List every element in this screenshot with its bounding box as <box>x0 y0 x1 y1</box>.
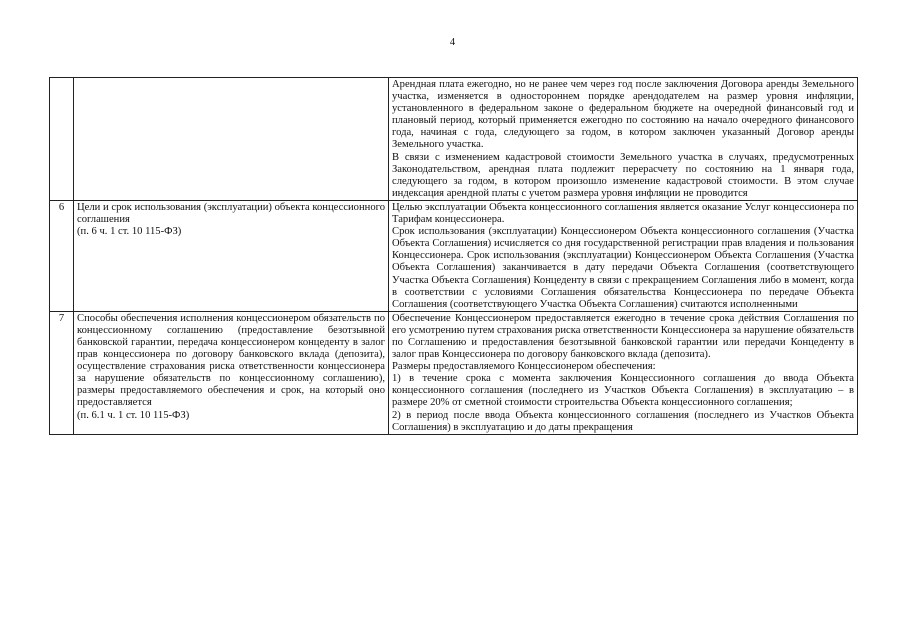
page-number: 4 <box>449 37 456 48</box>
table-row <box>50 200 858 311</box>
value-paragraph: Срок использования (эксплуатации) Концессионером Объекта концессионного соглашения (Участка Объекта Соглашения) исчисляется со дня государственной регистрации прав владения и пользования Концессионера. Срок использования (эксплуатации) Концессионером Объекта Соглашения (Участка Объекта Соглашения) заканчивается в дату передачи Объекта Соглашения (соответствующего Участка Объекта Соглашения) Концеденту в связи с прекращением Соглашения либо в момент, когда в соответствии с условиями Соглашения обязательства Концессионера по передаче Объекта Соглашения (соответствующего Участка Объекта Соглашения) считаются исполненными <box>392 226 854 310</box>
requirement-cell <box>74 78 389 201</box>
row-number: 7 <box>50 311 74 434</box>
value-paragraph: 1) в течение срока с момента заключения Концессионного соглашения до ввода Объекта концессионного соглашения (последнего из Участков Объекта Соглашения) в эксплуатацию – в размере 20% от сметной стоимости строительства Объекта концессионного соглашения; <box>392 373 854 409</box>
value-cell <box>389 311 858 434</box>
value-paragraph: В связи с изменением кадастровой стоимости Земельного участка в случаях, предусмотренных Законодательством, арендная плата подлежит перерасчету по состоянию на 1 января года, следующего за годом, в котором произошло изменение кадастровой стоимости. В этом случае индексация арендной платы с учетом размера уровня инфляции не проводится <box>392 151 854 199</box>
value-paragraph: Обеспечение Концессионером предоставляется ежегодно в течение срока действия Соглашения по его усмотрению путем страхования риска ответственности Концессионера за нарушение обязательств по Соглашению и предоставления безотзывной банковской гарантии или передачи Концеденту в залог прав Концессионера по договору банковского вклада (депозита). <box>392 312 854 361</box>
value-paragraph: Размеры предоставляемого Концессионером обеспечения: <box>392 361 656 373</box>
requirement-text: Цели и срок использования (эксплуатации) объекта концессионного соглашения <box>77 201 385 226</box>
value-paragraph: Целью эксплуатации Объекта концессионного соглашения является оказание Услуг концессионера по Тарифам концессионера. <box>392 201 854 226</box>
concession-terms-table <box>49 77 858 435</box>
value-cell <box>389 200 858 311</box>
requirement-text: Способы обеспечения исполнения концессионером обязательств по концессионному соглашению (предоставление безотзывной банковской гарантии, передача концессионером концеденту в залог прав концессионера по договору банковского вклада (депозита), осуществление страхования риска ответственности концессионера за нарушение обязательств по концессионному соглашению), размеры предоставляемого обеспечения и срок, на который оно предоставляется <box>77 312 385 409</box>
value-paragraph: 2) в период после ввода Объекта концессионного соглашения (последнего из Участков Объекта Соглашения) в эксплуатацию и до даты прекращения <box>392 409 854 433</box>
requirement-cell <box>74 311 389 434</box>
table-row <box>50 311 858 434</box>
value-paragraph: Арендная плата ежегодно, но не ранее чем через год после заключения Договора аренды Земельного участка, изменяется в одностороннем порядке арендодателем на размер уровня инфляции, установленного в федеральном законе о федеральном бюджете на очередной финансовый год и плановый период, который применяется ежегодно по состоянию на начало очередного финансового года, начиная с года, следующего за годом, в котором заключен указанный Договор аренды Земельного участка. <box>392 79 854 151</box>
row-number: 6 <box>50 200 74 311</box>
row-number <box>50 78 74 201</box>
table-row <box>50 78 858 201</box>
requirement-cell <box>74 200 389 311</box>
law-reference: (п. 6 ч. 1 ст. 10 115-ФЗ) <box>77 226 182 238</box>
value-cell <box>389 78 858 201</box>
law-reference: (п. 6.1 ч. 1 ст. 10 115-ФЗ) <box>77 409 190 421</box>
